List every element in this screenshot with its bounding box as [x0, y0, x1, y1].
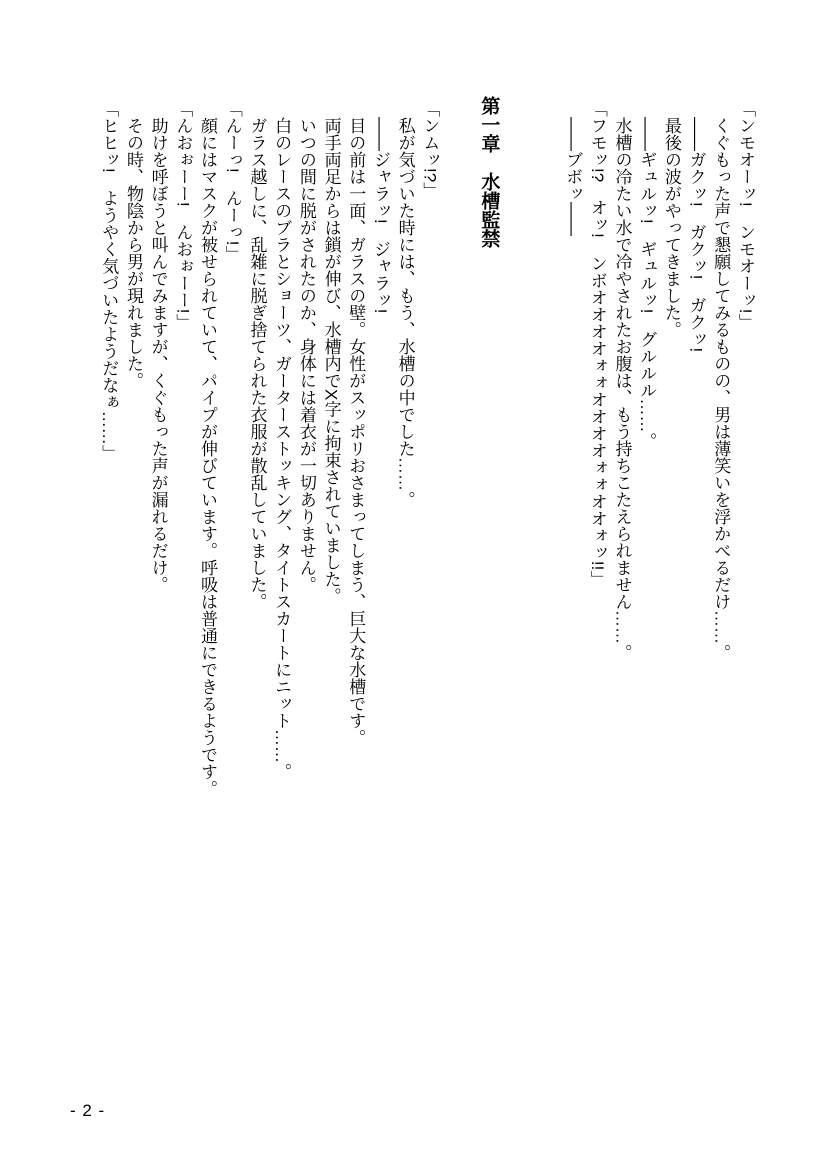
narration-line: 顔にはマスクが被せられていて、パイプが伸びています。呼吸は普通にできるようです。 [198, 117, 218, 797]
narration-line: 最後の波がやってきました。 [661, 117, 681, 338]
narration-line: 両手両足からは鎖が伸び、水槽内でX字に拘束されていました。 [321, 117, 341, 605]
dialogue-line: 「ンムッ!?」 [420, 100, 440, 200]
dialogue-line: 「ヒヒッ! ようやく気づいたようだなぁ……」 [99, 100, 119, 462]
sound-effect-line: ――ギュルッ! ギュルッ! グルルル……。 [637, 117, 657, 450]
dialogue-line: 「ンモオーッ! ンモオーッ!」 [736, 100, 755, 331]
narration-line: 私が気づいた時には、もう、水槽の中でした……。 [395, 117, 415, 508]
dialogue-line: 「んおぉーー! んおぉーー!」 [173, 100, 193, 331]
narration-line: 目の前は一面、ガラスの壁。女性がスッポリおさまってしまう、巨大な水槽です。 [346, 117, 366, 746]
narration-line: ガラス越しに、乱雑に脱ぎ捨てられた衣服が散乱していました。 [247, 117, 267, 610]
narration-line: 助けを呼ぼうと叫んでみますが、くぐもった声が漏れるだけ。 [148, 117, 168, 593]
novel-text-block [96, 96, 757, 1020]
dialogue-line: 「んーっ! んーっ!」 [222, 100, 242, 263]
sound-effect-line: ――ブボッ―― [563, 117, 583, 236]
sound-effect-line: ――ジャラッ! ジャラッ! [370, 117, 390, 314]
sound-effect-line: ――ガクッ! ガクッ! ガクッ! [686, 117, 706, 353]
dialogue-line: 「フモッ!? オッ! ンボオオオオォォオオオオォォオオォッ!!」 [587, 100, 607, 588]
narration-line: その時、物陰から男が現れました。 [123, 117, 143, 389]
narration-line: くぐもった声で懇願してみるものの、男は薄笑いを浮かべるだけ……。 [711, 117, 731, 661]
narration-line: いつの間に脱がされたのか、身体には着衣が一切ありません。 [296, 117, 316, 593]
narration-line: 白のレースのブラとショーツ、ガーターストッキング、タイトスカートにニット……。 [272, 117, 292, 780]
page-number: - 2 - [70, 1101, 106, 1120]
chapter-heading: 第一章 水槽監禁 [478, 96, 500, 248]
narration-line: 水槽の冷たい水で冷やされたお腹は、もう持ちこたえられません……。 [612, 117, 632, 661]
